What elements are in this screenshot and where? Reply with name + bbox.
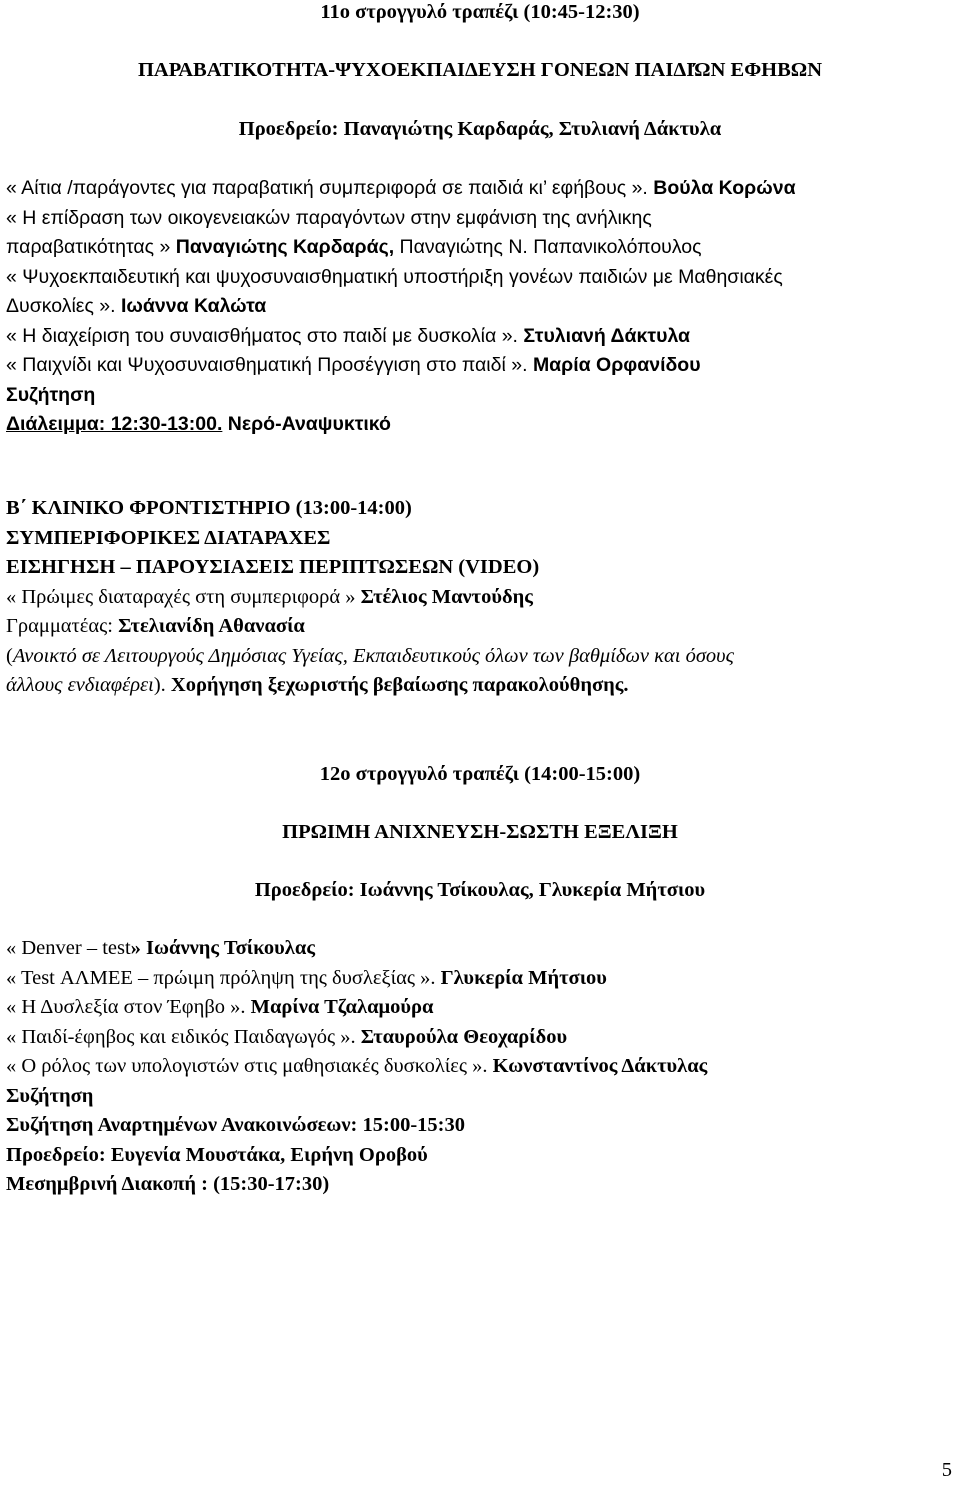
talk-item bbox=[6, 934, 951, 964]
secretary-label: Γραμματέας: bbox=[6, 615, 119, 637]
talk-item bbox=[6, 964, 951, 994]
talk-item bbox=[6, 993, 951, 1023]
talk-item bbox=[6, 263, 951, 293]
audience-note-text: άλλους ενδιαφέρει bbox=[6, 674, 154, 696]
talk-item bbox=[6, 351, 951, 381]
talk-item bbox=[6, 322, 951, 352]
secretary-name: Στελιανίδη Αθανασία bbox=[118, 615, 305, 637]
talk-speaker: Σταυρούλα Θεοχαρίδου bbox=[360, 1025, 568, 1048]
talk-title: « Η επίδραση των οικογενειακών παραγόντων στην εμφάνιση της ανήλικης bbox=[6, 206, 652, 229]
certificate-note: Χορήγηση ξεχωριστής βεβαίωσης παρακολούθησης. bbox=[170, 674, 629, 696]
workshop-title: Β΄ ΚΛΙΝΙΚΟ ΦΡΟΝΤΙΣΤΗΡΙΟ (13:00-14:00) bbox=[6, 497, 412, 519]
talk-title: « Η διαχείριση του συναισθήματος στο παιδί με δυσκολία ». bbox=[6, 324, 524, 347]
audience-note-text: Ανοικτό σε Λειτουργούς Δημόσιας Υγείας, Εκπαιδευτικούς όλων των βαθμίδων και όσους bbox=[12, 644, 734, 667]
session-chairs: Προεδρείο: Ιωάννης Τσίκουλας, Γλυκερία Μήτσιου bbox=[254, 879, 706, 901]
audience-note bbox=[6, 642, 951, 672]
paren-close: ). bbox=[153, 674, 171, 696]
workshop-format: ΕΙΣΗΓΗΣΗ – ΠΑΡΟΥΣΙΑΣΕΙΣ ΠΕΡΙΠΤΩΣΕΩΝ (VIDEO) bbox=[6, 556, 540, 578]
poster-chairs: Προεδρείο: Ευγενία Μουστάκα, Ειρήνη Οροβού bbox=[6, 1143, 428, 1166]
discussion-label: Συζήτηση bbox=[6, 383, 96, 406]
page-number: 5 bbox=[941, 1459, 952, 1481]
talk-speaker: Κωνσταντίνος Δάκτυλας bbox=[492, 1055, 708, 1077]
session-title: 11ο στρογγυλό τραπέζι (10:45-12:30) bbox=[320, 1, 640, 23]
session-chairs: Προεδρείο: Παναγιώτης Καρδαράς, Στυλιανή Δάκτυλα bbox=[238, 118, 722, 140]
workshop-subtitle: ΣΥΜΠΕΡΙΦΟΡΙΚΕΣ ΔΙΑΤΑΡΑΧΕΣ bbox=[6, 526, 331, 549]
session-theme: ΠΑΡΑΒΑΤΙΚΟΤΗΤΑ-ΨΥΧΟΕΚΠΑΙΔΕΥΣΗ ΓΟΝΕΩΝ ΠΑΙΔΙΏΝ ΕΦΗΒΩΝ bbox=[137, 59, 823, 81]
talk-speaker: Ιωάννης Τσίκουλας bbox=[146, 937, 315, 959]
talk-title: « Η Δυσλεξία στον Έφηβο ». bbox=[6, 996, 251, 1018]
talk-title: « Αίτια /παράγοντες για παραβατική συμπεριφορά σε παιδιά κι’ εφήβους ». bbox=[6, 177, 654, 199]
talk-title: « Ο ρόλος των υπολογιστών στις μαθησιακές δυσκολίες ». bbox=[6, 1055, 493, 1077]
talk-title: « Παιδί-έφηβος και ειδικός Παιδαγωγός ». bbox=[6, 1025, 361, 1048]
talks-list-3 bbox=[6, 934, 951, 1200]
talk-title: « Ψυχοεκπαιδευτική και ψυχοσυναισθηματική υποστήριξη γονέων παιδιών με Μαθησιακές bbox=[6, 265, 783, 288]
talk-title: « Πρώιμες διαταραχές στη συμπεριφορά » bbox=[6, 585, 361, 608]
talk-item bbox=[6, 1052, 951, 1082]
talk-title: « Denver – test bbox=[6, 937, 131, 959]
talk-title: παραβατικότητας » bbox=[6, 236, 176, 258]
talk-speaker: Μαρία Ορφανίδου bbox=[532, 354, 701, 376]
session-theme: ΠΡΩΙΜΗ ΑΝΙΧΝΕΥΣΗ-ΣΩΣΤΗ ΕΞΕΛΙΞΗ bbox=[282, 821, 678, 843]
talks-list-1 bbox=[6, 174, 951, 440]
talk-speaker: Γλυκερία Μήτσιου bbox=[440, 966, 607, 989]
poster-discussion: Συζήτηση Αναρτημένων Ανακοινώσεων: 15:00-15:30 bbox=[6, 1114, 465, 1136]
talk-title: Δυσκολίες ». bbox=[6, 295, 121, 317]
audience-note-cont bbox=[6, 671, 951, 701]
session-title: 12ο στρογγυλό τραπέζι (14:00-15:00) bbox=[319, 763, 641, 785]
talk-speaker: Βούλα Κορώνα bbox=[653, 177, 796, 199]
secretary-line bbox=[6, 612, 951, 642]
talk-speaker: Παναγιώτης Καρδαράς, bbox=[175, 236, 395, 258]
talk-item bbox=[6, 174, 951, 204]
talk-speaker: Στυλιανή Δάκτυλα bbox=[523, 324, 691, 347]
talk-speaker: Στέλιος Μαντούδης bbox=[360, 585, 533, 608]
break-text: Νερό-Αναψυκτικό bbox=[222, 413, 391, 435]
talk-item-cont bbox=[6, 233, 951, 263]
talk-speaker: Ιωάννα Καλώτα bbox=[120, 295, 267, 317]
talk-item bbox=[6, 204, 951, 234]
talk-speaker: Μαρίνα Τζαλαμούρα bbox=[250, 996, 434, 1018]
talk-title-close: » bbox=[130, 937, 147, 959]
talk-speaker-secondary: Παναγιώτης Ν. Παπανικολόπουλος bbox=[394, 236, 702, 258]
talk-title: « Test ΑΛΜΕΕ – πρώιμη πρόληψη της δυσλεξίας ». bbox=[6, 966, 441, 989]
workshop-block bbox=[6, 494, 951, 701]
lunch-break: Μεσημβρινή Διακοπή : (15:30-17:30) bbox=[6, 1173, 330, 1195]
break-line bbox=[6, 410, 951, 440]
talk-title: « Παιχνίδι και Ψυχοσυναισθηματική Προσέγγιση στο παιδί ». bbox=[6, 354, 533, 376]
paren-open: ( bbox=[6, 644, 13, 667]
talk-item-cont bbox=[6, 292, 951, 322]
talk-item bbox=[6, 583, 951, 613]
talk-item bbox=[6, 1023, 951, 1053]
discussion-label: Συζήτηση bbox=[6, 1084, 94, 1107]
break-label: Διάλειμμα: 12:30-13:00. bbox=[6, 413, 223, 435]
